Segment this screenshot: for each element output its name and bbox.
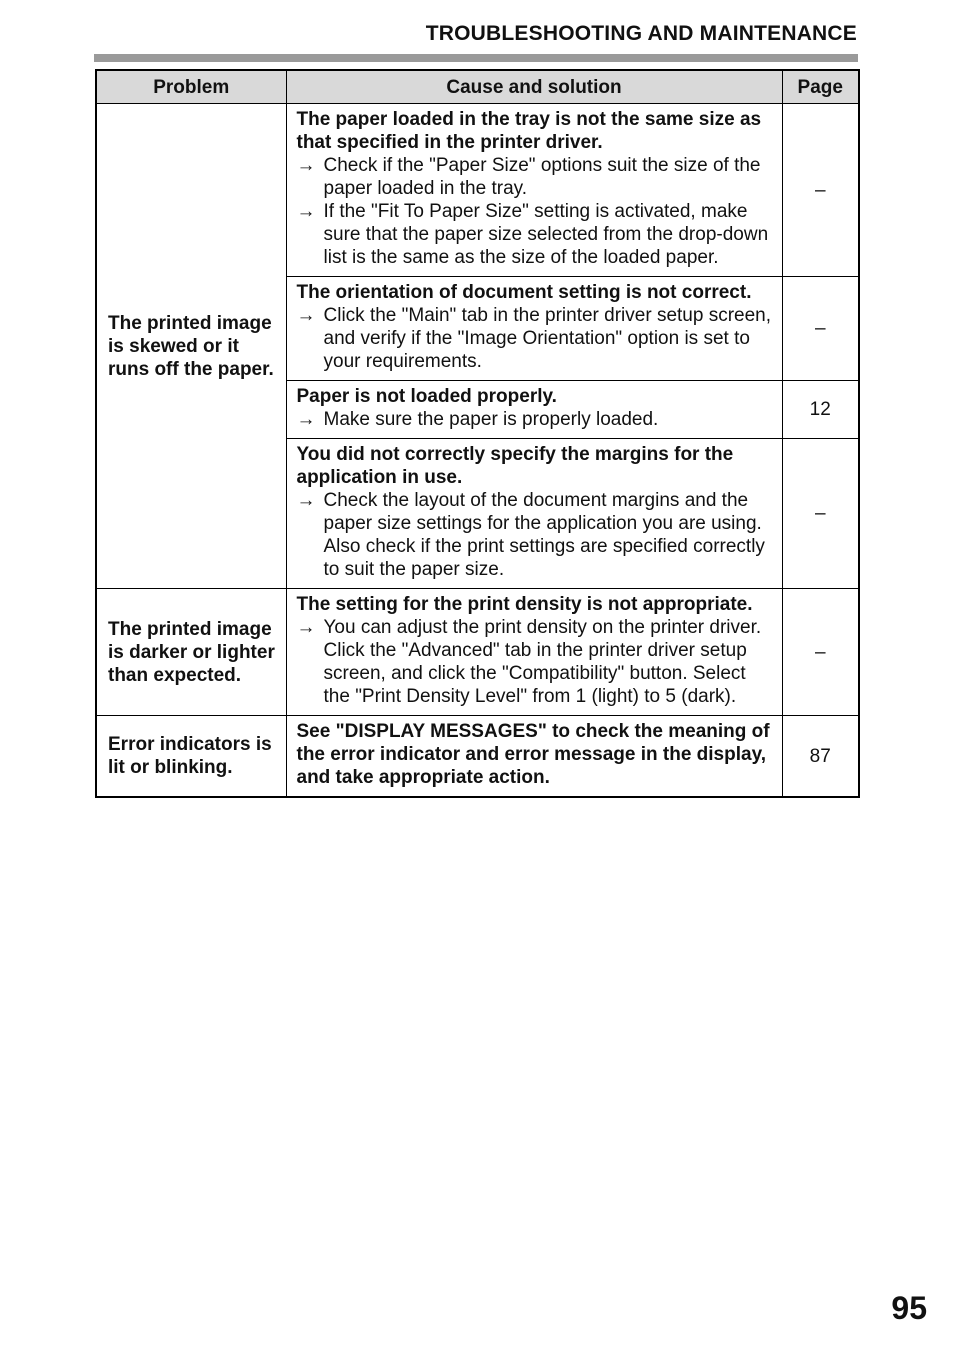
solution-text: Check if the "Paper Size" options suit the size of the paper loaded in the tray. xyxy=(323,155,761,199)
solution-step xyxy=(297,304,774,373)
page-ref: 87 xyxy=(782,716,859,798)
table-row xyxy=(96,589,859,716)
problem-cell: The printed image is skewed or it runs off the paper. xyxy=(96,104,286,589)
section-title: TROUBLESHOOTING AND MAINTENANCE xyxy=(425,22,857,45)
solution-text: You can adjust the print density on the printer driver. Click the "Advanced" tab in the printer driver setup screen, and click the "Compatibility" button. Select the "Print Density Level" from 1 (light) to 5 (dark). xyxy=(323,617,762,707)
table-row xyxy=(96,716,859,798)
solution-step xyxy=(297,200,774,269)
cause-title: You did not correctly specify the margins for the application in use. xyxy=(296,444,734,488)
problem-cell: The printed image is darker or lighter than expected. xyxy=(96,589,286,716)
problem-cell: Error indicators is lit or blinking. xyxy=(96,716,286,798)
solution-text: Click the "Main" tab in the printer driver setup screen, and verify if the "Image Orientation" option is set to your requirements. xyxy=(323,305,772,372)
cause-title: See "DISPLAY MESSAGES" to check the meaning of the error indicator and error message in the display, and take appropriate action. xyxy=(296,721,770,788)
solution-text: Check the layout of the document margins and the paper size settings for the application you are using. Also check if the print settings are specified correctly to suit the paper size. xyxy=(323,490,765,580)
arrow-icon: → xyxy=(296,155,316,176)
cause-cell xyxy=(286,589,782,716)
page-ref: 12 xyxy=(782,381,859,439)
cause-cell xyxy=(286,439,782,589)
page-ref: – xyxy=(782,439,859,589)
header-rule xyxy=(94,54,858,62)
page-ref: – xyxy=(782,104,859,277)
page-number: 95 xyxy=(891,1290,927,1326)
table-header-row xyxy=(96,70,859,104)
cause-cell xyxy=(286,104,782,277)
cause-title: Paper is not loaded properly. xyxy=(296,386,557,407)
arrow-icon: → xyxy=(296,305,316,326)
cause-cell xyxy=(286,381,782,439)
arrow-icon: → xyxy=(296,617,316,638)
arrow-icon: → xyxy=(296,409,316,430)
column-header-cause: Cause and solution xyxy=(286,70,782,104)
page-ref: – xyxy=(782,277,859,381)
solution-text: Make sure the paper is properly loaded. xyxy=(323,409,659,430)
cause-title: The orientation of document setting is not correct. xyxy=(296,282,752,303)
cause-cell xyxy=(286,716,782,798)
cause-title: The paper loaded in the tray is not the same size as that specified in the printer driver. xyxy=(296,109,762,153)
table-row xyxy=(96,104,859,277)
cause-title: The setting for the print density is not appropriate. xyxy=(296,594,753,615)
cause-cell xyxy=(286,277,782,381)
column-header-problem: Problem xyxy=(96,70,286,104)
column-header-page: Page xyxy=(782,70,859,104)
arrow-icon: → xyxy=(296,490,316,511)
troubleshooting-table xyxy=(95,69,860,798)
solution-step xyxy=(297,489,774,581)
page-ref: – xyxy=(782,589,859,716)
solution-step xyxy=(297,616,774,708)
arrow-icon: → xyxy=(296,201,316,222)
solution-step xyxy=(297,408,774,431)
solution-step xyxy=(297,154,774,200)
solution-text: If the "Fit To Paper Size" setting is activated, make sure that the paper size selected from the drop-down list is the same as the size of the loaded paper. xyxy=(323,201,769,268)
